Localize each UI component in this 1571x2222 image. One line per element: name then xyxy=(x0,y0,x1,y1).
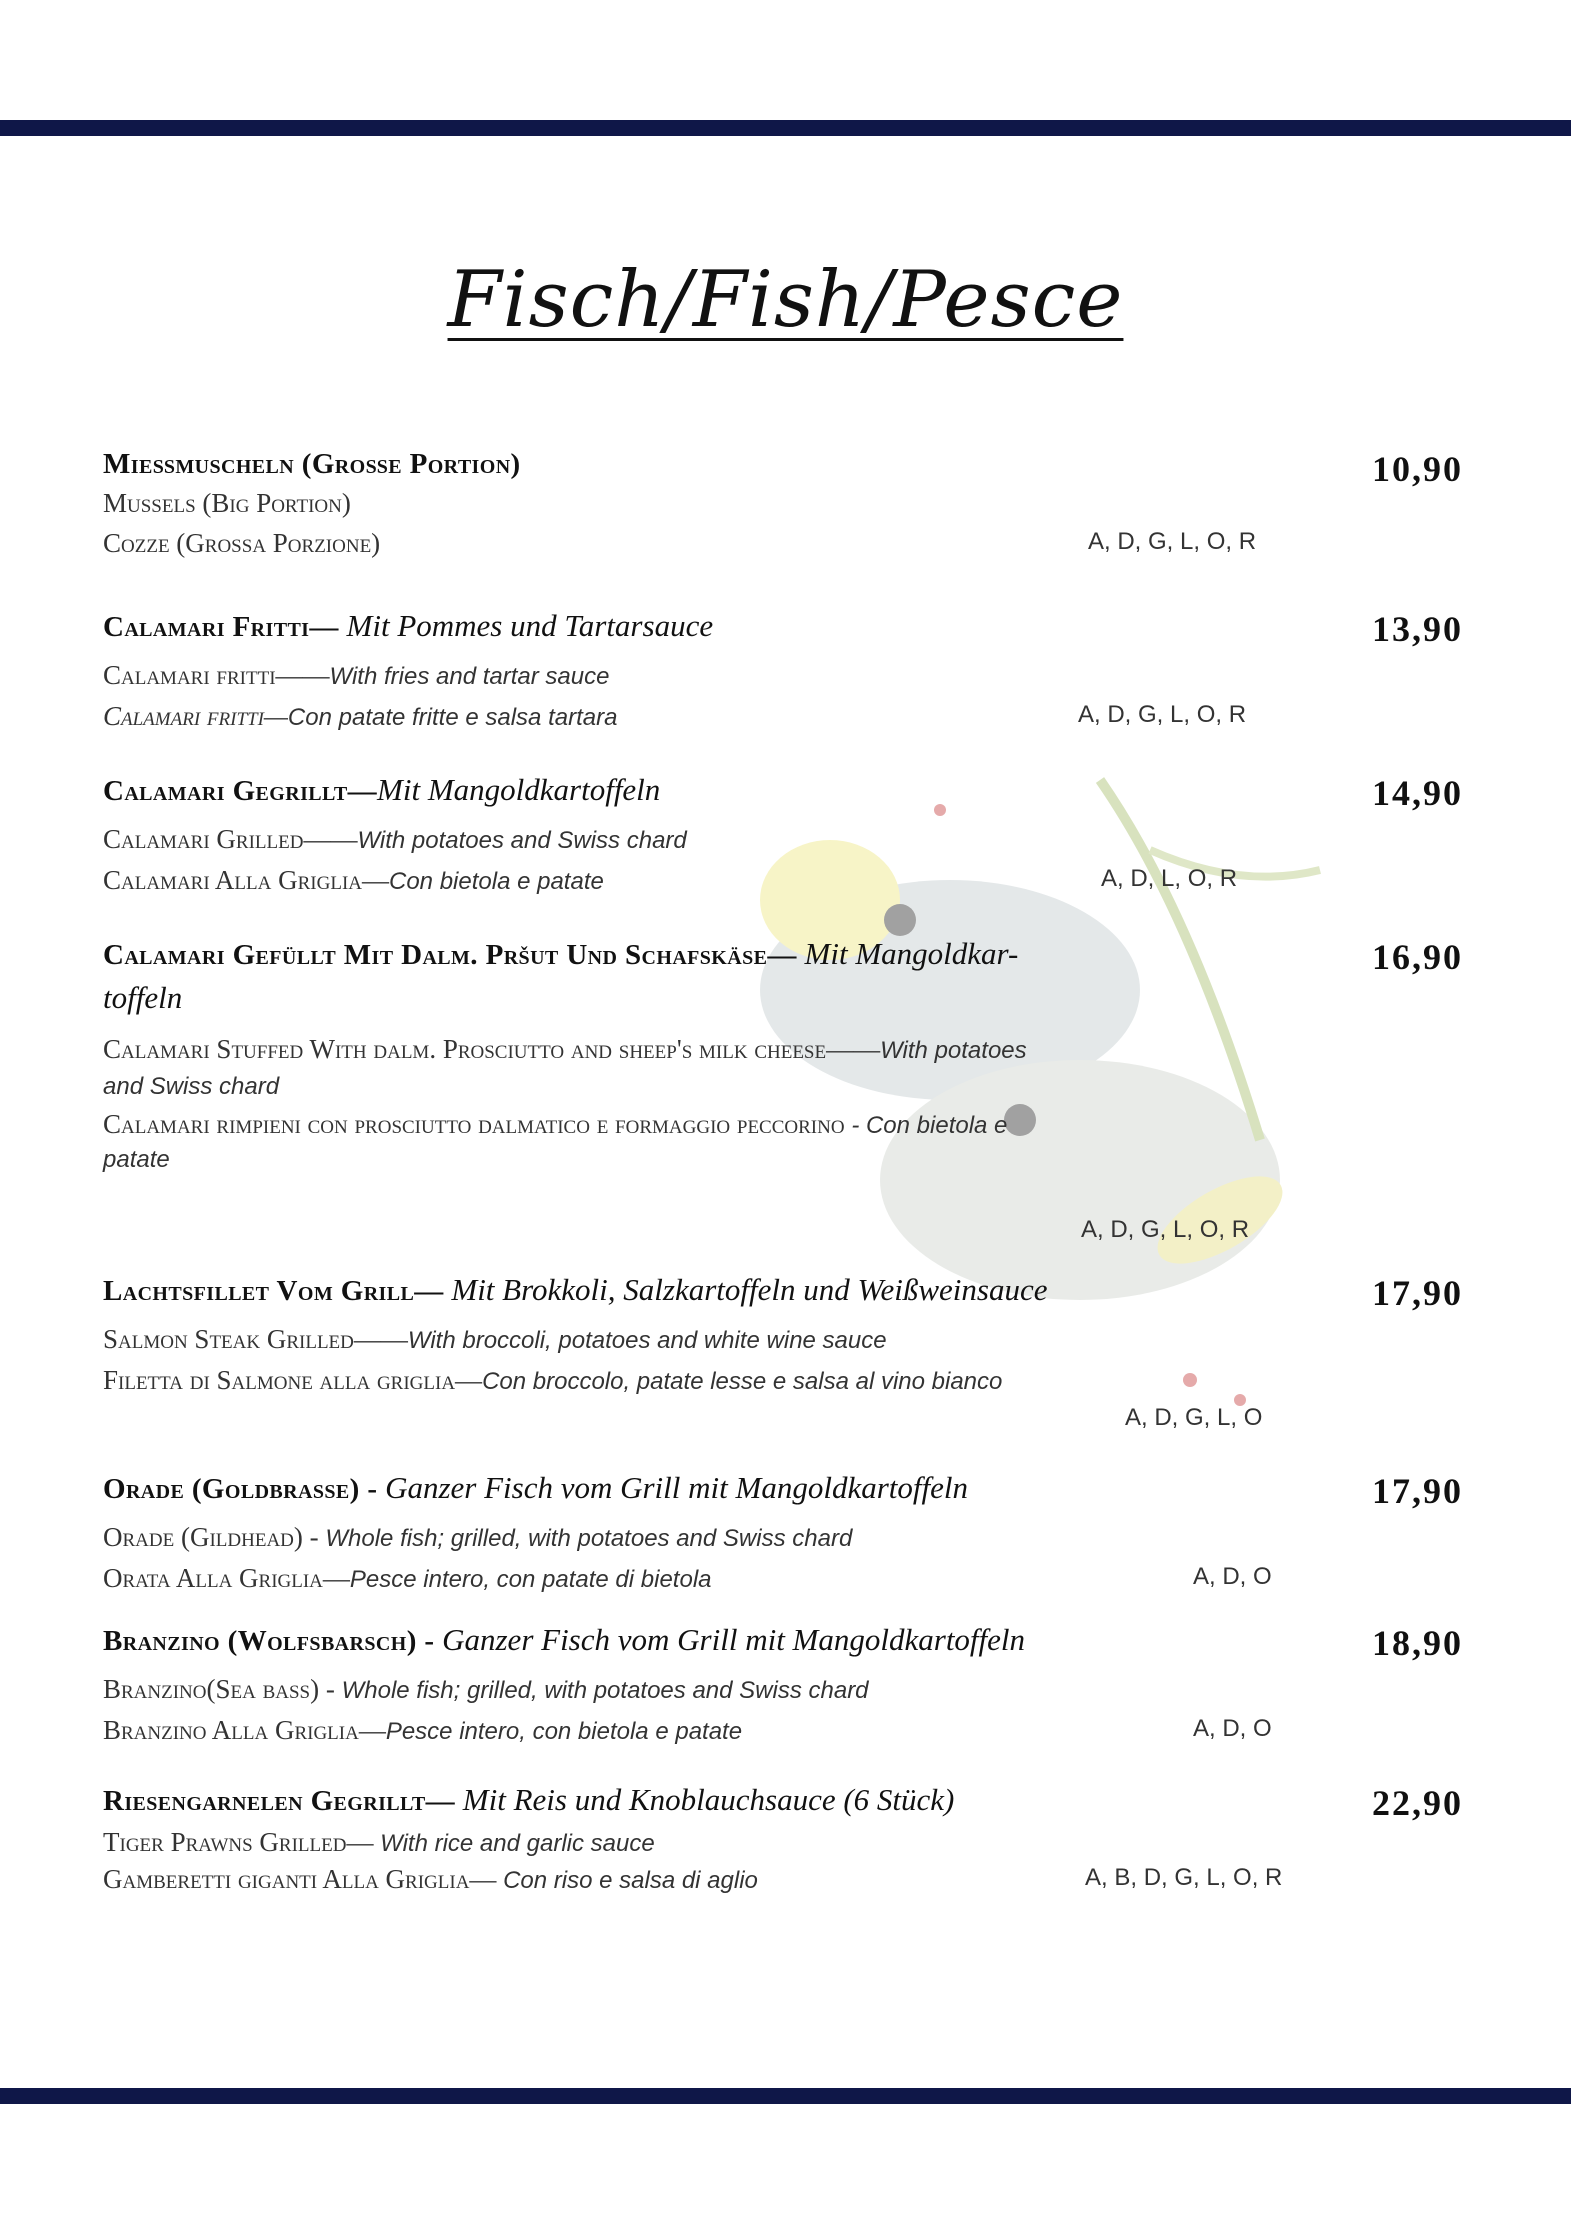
item-name-italian-continued: patate xyxy=(103,1146,170,1173)
item-price: 10,90 xyxy=(1372,449,1463,489)
item-name-english: Mussels (Big Portion) xyxy=(103,488,351,518)
item-name-italian: Calamari fritti—Con patate fritte e salsa tartara xyxy=(103,701,618,731)
item-price: 16,90 xyxy=(1372,937,1463,977)
item-name-english: Calamari Grilled——With potatoes and Swiss chard xyxy=(103,824,687,854)
item-name: Orade (Goldbrasse) - Ganzer Fisch vom Grill mit Mangoldkartoffeln xyxy=(103,1470,968,1505)
bottom-border xyxy=(0,2088,1571,2104)
item-name: Branzino (Wolfsbarsch) - Ganzer Fisch vom Grill mit Mangoldkartoffeln xyxy=(103,1622,1026,1657)
item-name-english: Branzino(Sea bass) - Whole fish; grilled, with potatoes and Swiss chard xyxy=(103,1674,869,1704)
item-name-italian: Cozze (Grossa Porzione) xyxy=(103,528,381,558)
item-name-italian: Branzino Alla Griglia—Pesce intero, con bietola e patate xyxy=(103,1715,743,1745)
allergen-codes: A, D, O xyxy=(1193,1563,1272,1590)
allergen-codes: A, D, G, L, O, R xyxy=(1081,1216,1250,1243)
allergen-codes: A, D, L, O, R xyxy=(1101,865,1238,892)
top-border xyxy=(0,120,1571,136)
item-price: 17,90 xyxy=(1372,1471,1463,1511)
allergen-codes: A, D, O xyxy=(1193,1715,1272,1742)
item-name-english: Calamari Stuffed With dalm. Prosciutto and sheep's milk cheese——With potatoes xyxy=(103,1034,1027,1064)
allergen-codes: A, D, G, L, O, R xyxy=(1078,701,1247,728)
item-price: 13,90 xyxy=(1372,609,1463,649)
item-name-italian: Gamberetti giganti Alla Griglia— Con riso e salsa di aglio xyxy=(103,1864,758,1894)
item-name-italian: Orata Alla Griglia—Pesce intero, con patate di bietola xyxy=(103,1563,712,1593)
item-name: Riesengarnelen Gegrillt— Mit Reis und Knoblauchsauce (6 Stück) xyxy=(103,1782,955,1817)
allergen-codes: A, B, D, G, L, O, R xyxy=(1085,1864,1283,1891)
item-name: Calamari Gegrillt—Mit Mangoldkartoffeln xyxy=(103,772,661,807)
item-price: 22,90 xyxy=(1372,1783,1463,1823)
allergen-codes: A, D, G, L, O xyxy=(1125,1404,1263,1431)
item-name-italian: Filetta di Salmone alla griglia—Con broccolo, patate lesse e salsa al vino bianco xyxy=(103,1365,1003,1395)
page-title: Fisch/Fish/Pesce xyxy=(447,255,1124,345)
item-price: 17,90 xyxy=(1372,1273,1463,1313)
item-name-english: Salmon Steak Grilled——With broccoli, potatoes and white wine sauce xyxy=(103,1324,887,1354)
item-name-continued: toffeln xyxy=(103,980,183,1015)
item-name-english-continued: and Swiss chard xyxy=(103,1073,280,1100)
item-name-english: Tiger Prawns Grilled— With rice and garlic sauce xyxy=(103,1827,655,1857)
item-price: 18,90 xyxy=(1372,1623,1463,1663)
item-name: Mießmuscheln (Große Portion) xyxy=(103,448,521,480)
item-name-english: Orade (Gildhead) - Whole fish; grilled, with potatoes and Swiss chard xyxy=(103,1522,853,1552)
item-name: Calamari Fritti— Mit Pommes und Tartarsauce xyxy=(103,608,714,643)
item-name: Lachtsfillet Vom Grill— Mit Brokkoli, Salzkartoffeln und Weißweinsauce xyxy=(103,1272,1048,1307)
item-price: 14,90 xyxy=(1372,773,1463,813)
allergen-codes: A, D, G, L, O, R xyxy=(1088,528,1257,555)
item-name-english: Calamari fritti——With fries and tartar sauce xyxy=(103,660,610,690)
item-name-italian: Calamari rimpieni con prosciutto dalmatico e formaggio peccorino - Con bietola e xyxy=(103,1109,1008,1139)
item-name: Calamari Gefüllt Mit Dalm. Pršut Und Schafskäse— Mit Mangoldkar- xyxy=(103,936,1019,971)
item-name-italian: Calamari Alla Griglia—Con bietola e patate xyxy=(103,865,604,895)
